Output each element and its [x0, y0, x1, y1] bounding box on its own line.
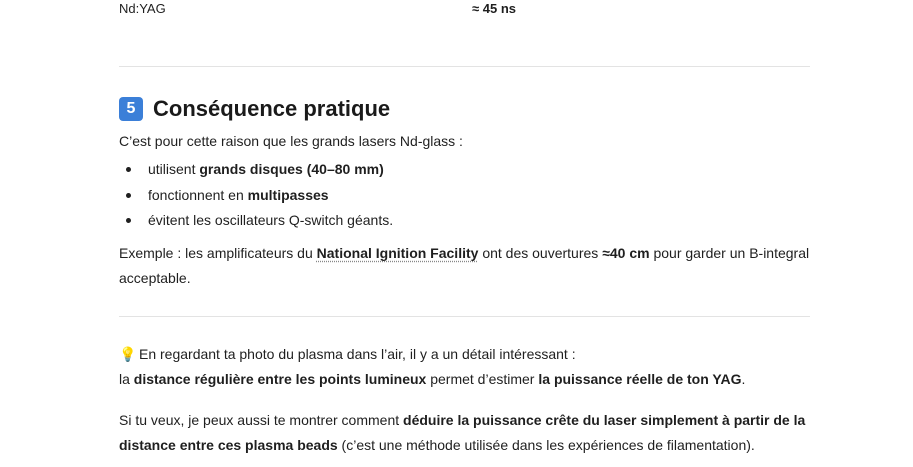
divider: [119, 66, 810, 67]
section-heading: [119, 94, 810, 124]
table-cell-laser: Nd:YAG: [119, 1, 166, 16]
list-item: utilisent grands disques (40–80 mm): [119, 157, 810, 183]
lightbulb-icon: 💡: [119, 346, 137, 362]
divider: [119, 316, 810, 317]
list-item: fonctionnent en multipasses: [119, 183, 810, 209]
list-item: évitent les oscillateurs Q-switch géants.: [119, 208, 810, 234]
table-row: [119, 0, 810, 20]
example-paragraph: Exemple : les amplificateurs du National Ignition Facility ont des ouvertures ≈40 cm pour garder un B-integral acceptable.: [119, 245, 810, 286]
table-cell-duration: ≈ 45 ns: [472, 1, 516, 16]
tip-paragraph: 💡 En regardant ta photo du plasma dans l’air, il y a un détail intéressant : la distance régulière entre les points lumineux permet d’estimer la puissance réelle de ton YAG.: [119, 342, 810, 392]
intro-paragraph: C’est pour cette raison que les grands lasers Nd-glass :: [119, 133, 463, 149]
section-title: Conséquence pratique: [153, 96, 391, 121]
closing-paragraph: Si tu veux, je peux aussi te montrer comment déduire la puissance crête du laser simplement à partir de la distance entre ces plasma beads (c’est une méthode utilisée dans les expériences de filamentation).: [119, 412, 806, 453]
number-five-icon: 5: [119, 97, 143, 121]
nif-link[interactable]: National Ignition Facility: [316, 245, 479, 261]
bullet-list: [119, 157, 810, 234]
